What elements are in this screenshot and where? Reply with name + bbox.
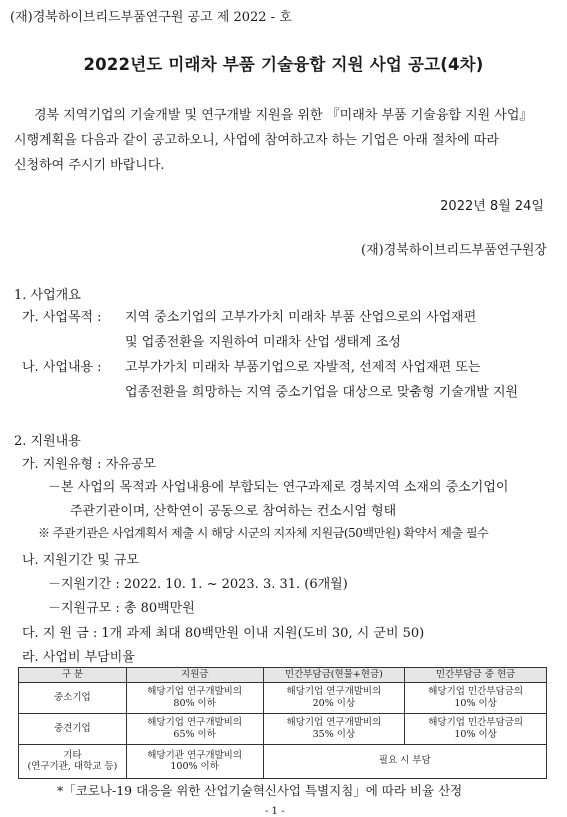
scale-line: －지원규모 : 총 80백만원: [48, 601, 195, 616]
purpose-line-1: 지역 중소기업의 고부가가치 미래차 부품 산업으로의 사업재편: [125, 310, 477, 325]
section1-heading: 1. 사업개요: [14, 288, 81, 303]
row-private: 해당기업 연구개발비의 20% 이상: [263, 682, 405, 713]
content-label: 나. 사업내용 :: [22, 360, 102, 375]
intro-line-2: 시행계획을 다음과 같이 공고하오니, 사업에 참여하고자 하는 기업은 아래 절차에 따라: [14, 133, 499, 148]
row-category: 기타 (연구기관, 대학교 등): [19, 744, 127, 778]
section2-heading: 2. 지원내용: [14, 434, 81, 449]
content-line-1: 고부가가치 미래차 부품기업으로 자발적, 선제적 사업재편 또는: [125, 360, 481, 375]
header-private: 민간부담금(현물+현금): [263, 668, 405, 683]
page-title: 2022년도 미래차 부품 기술융합 지원 사업 공고(4차): [83, 55, 484, 74]
purpose-line-2: 및 업종전환을 지원하여 미래차 산업 생태계 조성: [125, 335, 401, 350]
row-category: 중견기업: [19, 713, 127, 744]
header-category: 구 분: [19, 668, 127, 683]
notice-number: (재)경북하이브리드부품연구원 공고 제 2022 - 호: [10, 10, 292, 25]
row-support: 해당기관 연구개발비의 100% 이하: [126, 744, 263, 778]
support-type: 가. 지원유형 : 자유공모: [22, 457, 156, 472]
purpose-label: 가. 사업목적 :: [22, 310, 102, 325]
table-row: [19, 744, 547, 778]
submission-note: ※ 주관기관은 사업계획서 제출 시 해당 시군의 지자체 지원금(50백만원) 확약서 제출 필수: [38, 526, 489, 540]
row-private: 해당기업 연구개발비의 35% 이상: [263, 713, 405, 744]
row-support: 해당기업 연구개발비의 65% 이하: [126, 713, 263, 744]
table-row: [19, 713, 547, 744]
page-number: - 1 -: [265, 806, 285, 817]
header-support: 지원금: [126, 668, 263, 683]
intro-line-1: 경북 지역기업의 기술개발 및 연구개발 지원을 위한 『미래차 부품 기술융합 지원 사업』: [34, 108, 533, 123]
announce-date: 2022년 8월 24일: [440, 199, 544, 214]
support-type-desc-1: －본 사업의 목적과 사업내용에 부합되는 연구과제로 경북지역 소재의 중소기업이: [48, 480, 509, 495]
table-row: [19, 682, 547, 713]
period-heading: 나. 지원기간 및 규모: [22, 553, 139, 568]
cost-ratio-table: [18, 667, 547, 779]
amount-line: 다. 지 원 금 : 1개 과제 최대 80백만원 이내 지원(도비 30, 시 군비 50): [22, 626, 425, 641]
issuer-name: (재)경북하이브리드부품연구원장: [361, 243, 547, 258]
row-category: 중소기업: [19, 682, 127, 713]
row-support: 해당기업 연구개발비의 80% 이하: [126, 682, 263, 713]
row-cash: 해당기업 민간부담금의 10% 이상: [405, 713, 547, 744]
intro-line-3: 신청하여 주시기 바랍니다.: [14, 158, 165, 173]
ratio-heading: 라. 사업비 부담비율: [22, 650, 135, 665]
content-line-2: 업종전환을 희망하는 지역 중소기업을 대상으로 맞춤형 기술개발 지원: [125, 385, 519, 400]
row-merged-private: 필요 시 부담: [263, 744, 546, 778]
header-cash: 민간부담금 중 현금: [405, 668, 547, 683]
period-line: －지원기간 : 2022. 10. 1. ~ 2023. 3. 31. (6개월): [48, 577, 348, 592]
footnote: *「코로나-19 대응을 위한 산업기술혁신사업 특별지침」에 따라 비율 산정: [57, 783, 463, 798]
support-type-desc-2: 주관기관이며, 산학연이 공동으로 참여하는 컨소시엄 형태: [70, 504, 397, 519]
table-header-row: [19, 668, 547, 683]
row-cash: 해당기업 민간부담금의 10% 이상: [405, 682, 547, 713]
